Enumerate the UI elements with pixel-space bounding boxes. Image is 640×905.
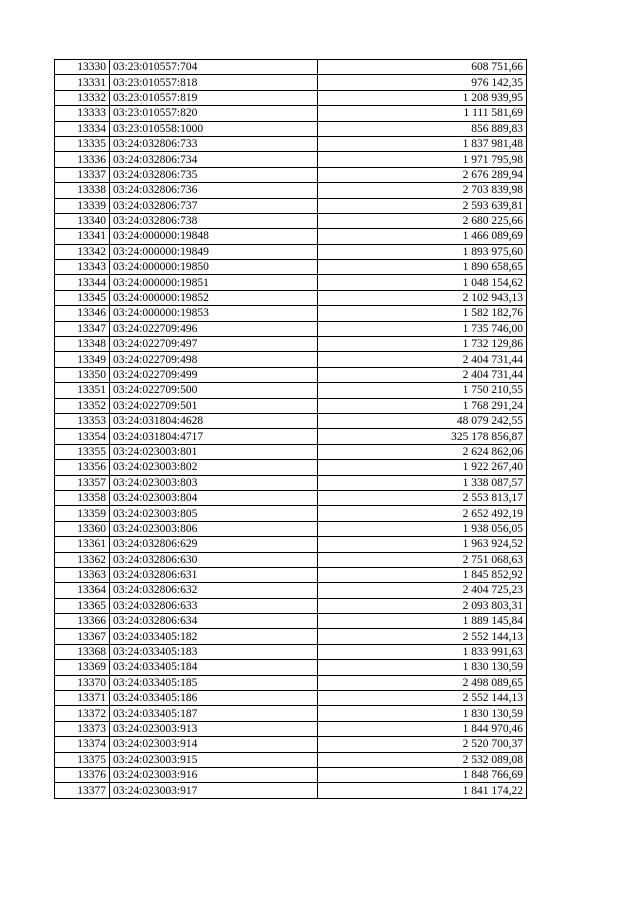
cadastral-value-cell: 1 893 975,60 xyxy=(318,244,527,259)
cadastral-number-cell: 03:24:023003:804 xyxy=(110,490,318,505)
row-number-cell: 13346 xyxy=(55,306,110,321)
cadastral-value-cell: 1 750 210,55 xyxy=(318,383,527,398)
row-number-cell: 13361 xyxy=(55,537,110,552)
table-row xyxy=(55,198,527,213)
row-number-cell: 13340 xyxy=(55,213,110,228)
row-number-cell: 13344 xyxy=(55,275,110,290)
table-row xyxy=(55,567,527,582)
cadastral-value-cell: 2 553 813,17 xyxy=(318,490,527,505)
cadastral-number-cell: 03:24:033405:184 xyxy=(110,660,318,675)
row-number-cell: 13369 xyxy=(55,660,110,675)
row-number-cell: 13376 xyxy=(55,767,110,782)
cadastral-value-cell: 1 938 056,05 xyxy=(318,521,527,536)
cadastral-value-cell: 2 532 089,08 xyxy=(318,752,527,767)
cadastral-number-cell: 03:23:010557:820 xyxy=(110,106,318,121)
cadastral-value-cell: 1 848 766,69 xyxy=(318,767,527,782)
table-row xyxy=(55,629,527,644)
table-row xyxy=(55,121,527,136)
row-number-cell: 13330 xyxy=(55,60,110,75)
cadastral-value-cell: 1 833 991,63 xyxy=(318,644,527,659)
table-row xyxy=(55,275,527,290)
row-number-cell: 13366 xyxy=(55,614,110,629)
table-row xyxy=(55,75,527,90)
cadastral-number-cell: 03:24:032806:634 xyxy=(110,614,318,629)
cadastral-value-cell: 2 703 839,98 xyxy=(318,183,527,198)
cadastral-value-cell: 325 178 856,87 xyxy=(318,429,527,444)
cadastral-number-cell: 03:24:032806:736 xyxy=(110,183,318,198)
row-number-cell: 13343 xyxy=(55,260,110,275)
table-row xyxy=(55,552,527,567)
row-number-cell: 13368 xyxy=(55,644,110,659)
cadastral-number-cell: 03:24:032806:738 xyxy=(110,213,318,228)
row-number-cell: 13352 xyxy=(55,398,110,413)
cadastral-value-cell: 2 751 068,63 xyxy=(318,552,527,567)
table-row xyxy=(55,260,527,275)
row-number-cell: 13338 xyxy=(55,183,110,198)
cadastral-number-cell: 03:24:032806:735 xyxy=(110,167,318,182)
cadastral-number-cell: 03:24:022709:498 xyxy=(110,352,318,367)
table-row xyxy=(55,583,527,598)
cadastral-value-cell: 608 751,66 xyxy=(318,60,527,75)
cadastral-number-cell: 03:24:032806:733 xyxy=(110,136,318,151)
row-number-cell: 13349 xyxy=(55,352,110,367)
row-number-cell: 13332 xyxy=(55,90,110,105)
cadastral-number-cell: 03:24:033405:183 xyxy=(110,644,318,659)
cadastral-value-cell: 1 845 852,92 xyxy=(318,567,527,582)
row-number-cell: 13359 xyxy=(55,506,110,521)
row-number-cell: 13347 xyxy=(55,321,110,336)
row-number-cell: 13365 xyxy=(55,598,110,613)
table-row xyxy=(55,475,527,490)
table-row xyxy=(55,706,527,721)
table-row xyxy=(55,367,527,382)
cadastral-number-cell: 03:24:033405:182 xyxy=(110,629,318,644)
cadastral-value-cell: 1 582 182,76 xyxy=(318,306,527,321)
row-number-cell: 13363 xyxy=(55,567,110,582)
cadastral-number-cell: 03:24:032806:629 xyxy=(110,537,318,552)
cadastral-value-cell: 1 841 174,22 xyxy=(318,783,527,798)
cadastral-value-cell: 1 922 267,40 xyxy=(318,460,527,475)
cadastral-value-cell: 2 552 144,13 xyxy=(318,691,527,706)
table-row xyxy=(55,152,527,167)
table-row xyxy=(55,444,527,459)
cadastral-value-cell: 2 652 492,19 xyxy=(318,506,527,521)
table-row xyxy=(55,660,527,675)
row-number-cell: 13374 xyxy=(55,737,110,752)
row-number-cell: 13337 xyxy=(55,167,110,182)
cadastral-number-cell: 03:24:000000:19851 xyxy=(110,275,318,290)
table-row xyxy=(55,183,527,198)
row-number-cell: 13370 xyxy=(55,675,110,690)
table-row xyxy=(55,290,527,305)
row-number-cell: 13342 xyxy=(55,244,110,259)
cadastral-number-cell: 03:24:023003:805 xyxy=(110,506,318,521)
cadastral-value-cell: 1 830 130,59 xyxy=(318,706,527,721)
cadastral-number-cell: 03:23:010558:1000 xyxy=(110,121,318,136)
table-row xyxy=(55,90,527,105)
cadastral-value-cell: 48 079 242,55 xyxy=(318,413,527,428)
cadastral-number-cell: 03:24:031804:4717 xyxy=(110,429,318,444)
table-row xyxy=(55,213,527,228)
table-row xyxy=(55,321,527,336)
row-number-cell: 13348 xyxy=(55,337,110,352)
cadastral-value-cell: 1 971 795,98 xyxy=(318,152,527,167)
table-body xyxy=(55,60,527,799)
row-number-cell: 13360 xyxy=(55,521,110,536)
cadastral-number-cell: 03:24:023003:913 xyxy=(110,721,318,736)
cadastral-value-table xyxy=(54,59,527,799)
row-number-cell: 13358 xyxy=(55,490,110,505)
cadastral-value-cell: 1 338 087,57 xyxy=(318,475,527,490)
row-number-cell: 13335 xyxy=(55,136,110,151)
table-row xyxy=(55,413,527,428)
cadastral-value-cell: 2 102 943,13 xyxy=(318,290,527,305)
cadastral-number-cell: 03:24:033405:186 xyxy=(110,691,318,706)
cadastral-number-cell: 03:24:032806:630 xyxy=(110,552,318,567)
cadastral-value-cell: 1 208 939,95 xyxy=(318,90,527,105)
cadastral-number-cell: 03:24:023003:917 xyxy=(110,783,318,798)
cadastral-number-cell: 03:24:022709:499 xyxy=(110,367,318,382)
cadastral-value-cell: 1 890 658,65 xyxy=(318,260,527,275)
row-number-cell: 13364 xyxy=(55,583,110,598)
cadastral-value-cell: 1 735 746,00 xyxy=(318,321,527,336)
table-row xyxy=(55,244,527,259)
row-number-cell: 13373 xyxy=(55,721,110,736)
row-number-cell: 13354 xyxy=(55,429,110,444)
table-row xyxy=(55,398,527,413)
cadastral-number-cell: 03:23:010557:818 xyxy=(110,75,318,90)
table-row xyxy=(55,490,527,505)
table-row xyxy=(55,352,527,367)
cadastral-number-cell: 03:24:022709:500 xyxy=(110,383,318,398)
cadastral-value-cell: 976 142,35 xyxy=(318,75,527,90)
cadastral-number-cell: 03:24:032806:737 xyxy=(110,198,318,213)
cadastral-number-cell: 03:24:032806:631 xyxy=(110,567,318,582)
cadastral-number-cell: 03:24:023003:915 xyxy=(110,752,318,767)
cadastral-number-cell: 03:24:022709:497 xyxy=(110,337,318,352)
cadastral-value-cell: 1 111 581,69 xyxy=(318,106,527,121)
table-row xyxy=(55,614,527,629)
cadastral-number-cell: 03:24:033405:185 xyxy=(110,675,318,690)
table-row xyxy=(55,429,527,444)
cadastral-value-cell: 2 404 725,23 xyxy=(318,583,527,598)
table-row xyxy=(55,106,527,121)
table-row xyxy=(55,675,527,690)
cadastral-value-cell: 1 466 089,69 xyxy=(318,229,527,244)
row-number-cell: 13331 xyxy=(55,75,110,90)
table-row xyxy=(55,644,527,659)
row-number-cell: 13367 xyxy=(55,629,110,644)
cadastral-value-cell: 2 552 144,13 xyxy=(318,629,527,644)
cadastral-value-cell: 1 732 129,86 xyxy=(318,337,527,352)
row-number-cell: 13372 xyxy=(55,706,110,721)
cadastral-number-cell: 03:24:023003:806 xyxy=(110,521,318,536)
cadastral-value-cell: 856 889,83 xyxy=(318,121,527,136)
table-row xyxy=(55,136,527,151)
table-row xyxy=(55,167,527,182)
table-row xyxy=(55,767,527,782)
row-number-cell: 13353 xyxy=(55,413,110,428)
row-number-cell: 13371 xyxy=(55,691,110,706)
cadastral-number-cell: 03:24:023003:803 xyxy=(110,475,318,490)
cadastral-number-cell: 03:24:022709:501 xyxy=(110,398,318,413)
cadastral-number-cell: 03:24:000000:19853 xyxy=(110,306,318,321)
cadastral-number-cell: 03:24:023003:802 xyxy=(110,460,318,475)
cadastral-value-cell: 2 404 731,44 xyxy=(318,352,527,367)
row-number-cell: 13377 xyxy=(55,783,110,798)
row-number-cell: 13350 xyxy=(55,367,110,382)
cadastral-number-cell: 03:24:000000:19848 xyxy=(110,229,318,244)
cadastral-value-cell: 2 520 700,37 xyxy=(318,737,527,752)
cadastral-number-cell: 03:24:000000:19849 xyxy=(110,244,318,259)
cadastral-number-cell: 03:24:032806:734 xyxy=(110,152,318,167)
cadastral-value-cell: 1 768 291,24 xyxy=(318,398,527,413)
cadastral-value-cell: 1 837 981,48 xyxy=(318,136,527,151)
table-row xyxy=(55,721,527,736)
table-row xyxy=(55,752,527,767)
table-row xyxy=(55,229,527,244)
cadastral-number-cell: 03:24:023003:916 xyxy=(110,767,318,782)
cadastral-value-cell: 2 680 225,66 xyxy=(318,213,527,228)
table-row xyxy=(55,521,527,536)
table-row xyxy=(55,306,527,321)
cadastral-number-cell: 03:23:010557:704 xyxy=(110,60,318,75)
row-number-cell: 13336 xyxy=(55,152,110,167)
cadastral-value-cell: 1 048 154,62 xyxy=(318,275,527,290)
row-number-cell: 13333 xyxy=(55,106,110,121)
row-number-cell: 13355 xyxy=(55,444,110,459)
row-number-cell: 13375 xyxy=(55,752,110,767)
row-number-cell: 13339 xyxy=(55,198,110,213)
cadastral-number-cell: 03:24:031804:4628 xyxy=(110,413,318,428)
cadastral-number-cell: 03:24:023003:801 xyxy=(110,444,318,459)
table-row xyxy=(55,691,527,706)
cadastral-value-cell: 2 093 803,31 xyxy=(318,598,527,613)
cadastral-value-cell: 2 404 731,44 xyxy=(318,367,527,382)
cadastral-value-cell: 1 889 145,84 xyxy=(318,614,527,629)
table-row xyxy=(55,460,527,475)
row-number-cell: 13356 xyxy=(55,460,110,475)
cadastral-value-cell: 2 593 639,81 xyxy=(318,198,527,213)
cadastral-number-cell: 03:24:000000:19850 xyxy=(110,260,318,275)
table-row xyxy=(55,60,527,75)
table-row xyxy=(55,598,527,613)
table-row xyxy=(55,506,527,521)
row-number-cell: 13362 xyxy=(55,552,110,567)
row-number-cell: 13351 xyxy=(55,383,110,398)
cadastral-number-cell: 03:24:023003:914 xyxy=(110,737,318,752)
cadastral-value-cell: 1 830 130,59 xyxy=(318,660,527,675)
cadastral-value-cell: 1 963 924,52 xyxy=(318,537,527,552)
cadastral-number-cell: 03:24:000000:19852 xyxy=(110,290,318,305)
cadastral-value-cell: 1 844 970,46 xyxy=(318,721,527,736)
cadastral-number-cell: 03:24:022709:496 xyxy=(110,321,318,336)
row-number-cell: 13341 xyxy=(55,229,110,244)
row-number-cell: 13357 xyxy=(55,475,110,490)
row-number-cell: 13334 xyxy=(55,121,110,136)
cadastral-value-cell: 2 498 089,65 xyxy=(318,675,527,690)
row-number-cell: 13345 xyxy=(55,290,110,305)
cadastral-number-cell: 03:24:032806:633 xyxy=(110,598,318,613)
table-row xyxy=(55,737,527,752)
cadastral-value-cell: 2 624 862,06 xyxy=(318,444,527,459)
table-row xyxy=(55,537,527,552)
cadastral-number-cell: 03:23:010557:819 xyxy=(110,90,318,105)
cadastral-value-cell: 2 676 289,94 xyxy=(318,167,527,182)
table-row xyxy=(55,337,527,352)
table-row xyxy=(55,783,527,798)
cadastral-number-cell: 03:24:032806:632 xyxy=(110,583,318,598)
table-row xyxy=(55,383,527,398)
cadastral-number-cell: 03:24:033405:187 xyxy=(110,706,318,721)
